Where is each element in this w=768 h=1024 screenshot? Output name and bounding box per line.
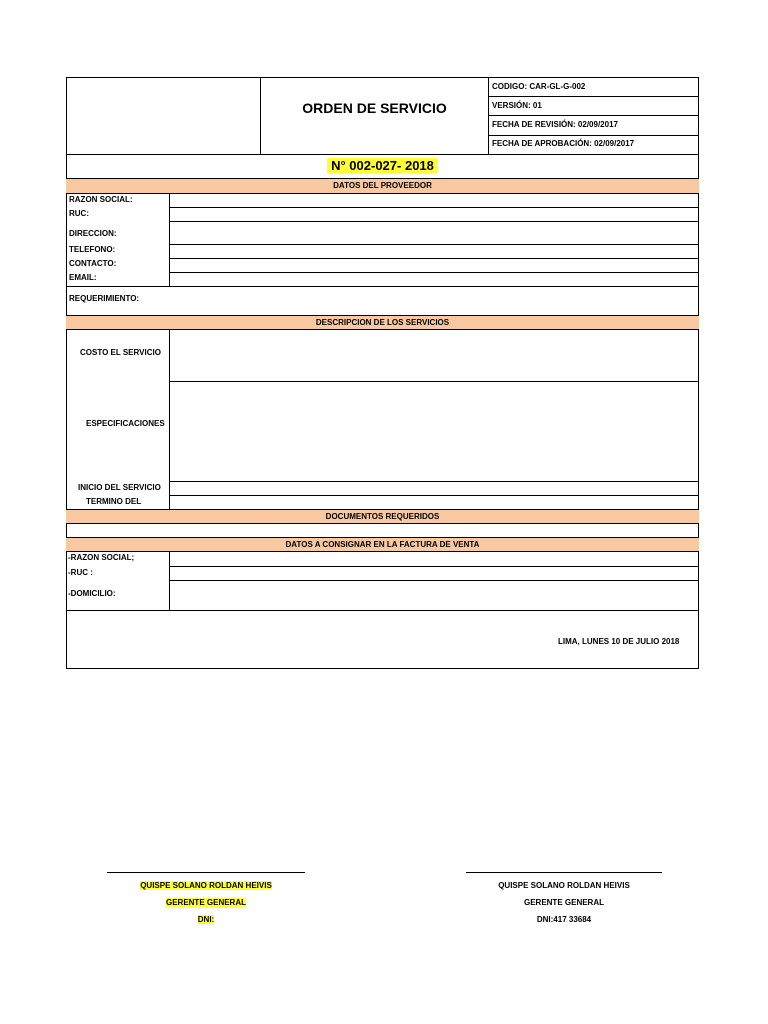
signer-role-left: GERENTE GENERAL [165, 898, 246, 907]
header-rule-3 [488, 135, 699, 136]
docs-rule [66, 523, 699, 524]
label-email: EMAIL: [69, 273, 97, 282]
signer-name-left: QUISPE SOLANO ROLDAN HEIVIS [140, 881, 272, 890]
label-direccion: DIRECCION: [69, 229, 117, 238]
form-title: ORDEN DE SERVICIO [302, 100, 447, 116]
signer-name-right: QUISPE SOLANO ROLDAN HEIVIS [498, 881, 630, 890]
serv-col-divider [169, 329, 170, 509]
serv-rule-1 [66, 329, 699, 330]
label-inicio: INICIO DEL SERVICIO [78, 483, 161, 492]
label-telefono: TELEFONO: [69, 245, 116, 254]
header-rule-2 [488, 115, 699, 116]
fact-rule-2 [169, 566, 699, 567]
section-servicios: DESCRIPCION DE LOS SERVICIOS [66, 315, 699, 330]
document-code: CODIGO: CAR-GL-G-002 [492, 82, 586, 91]
label-razon-social: RAZON SOCIAL: [69, 195, 133, 204]
fact-rule-1 [66, 551, 699, 552]
prov-col-divider [169, 193, 170, 286]
label-termino: TERMINO DEL [86, 497, 142, 506]
serv-rule-3 [169, 481, 699, 482]
prov-rule-6 [169, 272, 699, 273]
fact-rule-3 [169, 580, 699, 581]
serv-rule-4 [169, 495, 699, 496]
prov-rule-2 [169, 207, 699, 208]
section-proveedor: DATOS DEL PROVEEDOR [66, 178, 699, 193]
section-factura: DATOS A CONSIGNAR EN LA FACTURA DE VENTA [66, 537, 699, 552]
label-factura-ruc: -RUC : [68, 568, 93, 577]
label-factura-razon: -RAZON SOCIAL; [68, 553, 135, 562]
document-version: VERSIÓN: 01 [492, 101, 542, 110]
label-requerimiento: REQUERIMIENTO: [69, 294, 140, 303]
label-ruc: RUC: [69, 209, 89, 218]
revision-date: FECHA DE REVISIÓN: 02/09/2017 [492, 120, 618, 129]
header-rule-1 [488, 96, 699, 97]
fact-col-divider [169, 551, 170, 610]
prov-rule-4 [169, 244, 699, 245]
order-number: N° 002-027- 2018 [327, 158, 438, 173]
prov-rule-1 [66, 193, 699, 194]
signer-dni-right: DNI:417 33684 [536, 915, 592, 924]
signer-dni-left: DNI: [197, 915, 215, 924]
signer-role-right: GERENTE GENERAL [523, 898, 604, 907]
fact-rule-4 [66, 610, 699, 611]
approval-date: FECHA DE APROBACIÓN: 02/09/2017 [492, 139, 635, 148]
date-line: LIMA, LUNES 10 DE JULIO 2018 [558, 637, 680, 646]
signature-line-left [107, 872, 305, 873]
label-factura-domicilio: -DOMICILIO: [68, 589, 116, 598]
signature-right [466, 876, 662, 927]
section-documentos: DOCUMENTOS REQUERIDOS [66, 509, 699, 524]
signature-left [107, 876, 305, 927]
prov-rule-7 [66, 286, 699, 287]
signature-line-right [466, 872, 662, 873]
prov-rule-5 [169, 258, 699, 259]
label-costo: COSTO EL SERVICIO [80, 348, 161, 357]
label-contacto: CONTACTO: [69, 259, 117, 268]
label-especificaciones: ESPECIFICACIONES [86, 419, 165, 428]
order-number-row [66, 155, 699, 177]
prov-rule-3 [169, 221, 699, 222]
serv-rule-2 [169, 381, 699, 382]
